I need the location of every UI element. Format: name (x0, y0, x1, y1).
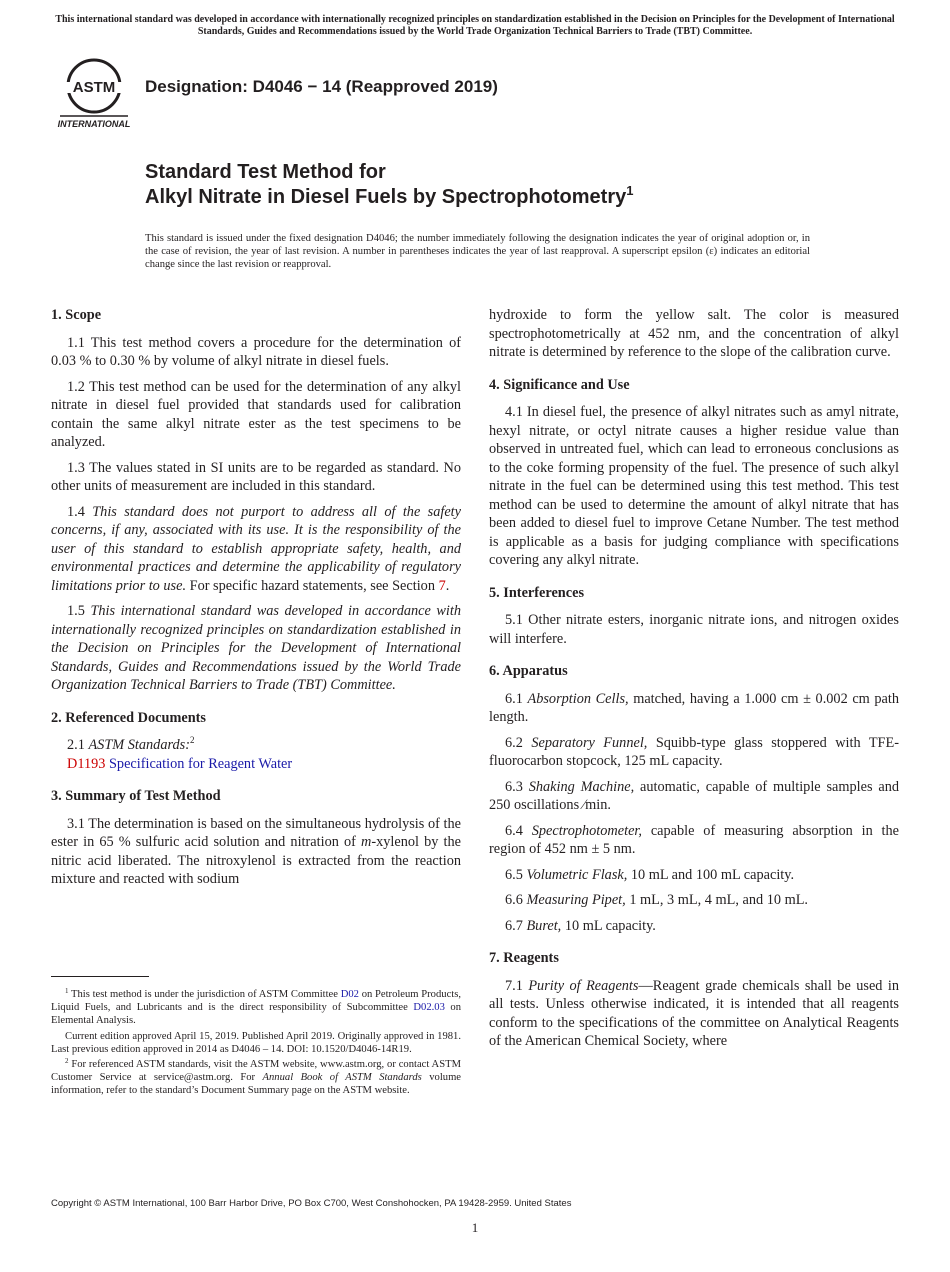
section-heading: 3. Summary of Test Method (51, 788, 221, 804)
committee-link[interactable]: D02 (340, 989, 359, 1000)
list-item (67, 755, 461, 774)
apparatus-item: 6.2 Separatory Funnel, Squibb-type glass stoppered with TFE-fluorocarbon stopcock, 125 mL capacity. (489, 734, 900, 769)
section-significance (489, 376, 899, 570)
section-heading: 6. Apparatus (489, 663, 568, 679)
apparatus-item: 6.4 Spectrophotometer, capable of measuring absorption in the region of 452 nm ± 5 nm. (489, 822, 900, 857)
paragraph: 1.4 This standard does not purport to address all of the safety concerns, if any, associated with its use. It is the responsibility of the user of this standard to establish appropriate safety, health, and environmental practices and determine the applicability of regulatory limitations prior to use. For specific hazard statements, see Section 7. (51, 503, 461, 594)
section-heading: 7. Reagents (489, 950, 559, 966)
apparatus-item: 6.7 Buret, 10 mL capacity. (505, 917, 656, 934)
page-title (145, 160, 633, 210)
paragraph: 4.1 In diesel fuel, the presence of alkyl nitrates such as amyl nitrate, hexyl nitrate, or octyl nitrate causes a higher residue value than observed in untreated fuel, which can lead to erroneous conclusions as to the coke forming propensity of the fuel. The presence of such alkyl nitrate in the fuel can be determined using this test method. This test method can be used to determine the amount of alkyl nitrate that has been added to diesel fuel to improve Cetane Number. The test method is applicable as a basis for judging compliance with specifications covering any alkyl nitrate. (489, 404, 899, 568)
section-referenced-documents (51, 709, 461, 774)
logo-main-text: ASTM (72, 79, 116, 96)
apparatus-item: 6.5 Volumetric Flask, 10 mL and 100 mL capacity. (505, 866, 795, 883)
doc-title-link[interactable]: Specification for Reagent Water (108, 755, 293, 772)
apparatus-item: 6.1 Absorption Cells, matched, having a 1.000 cm ± 0.002 cm path length. (489, 690, 900, 725)
left-column (51, 306, 461, 903)
section-heading: 2. Referenced Documents (51, 709, 206, 726)
section-summary (51, 787, 461, 889)
copyright: Copyright © ASTM International, 100 Barr Harbor Drive, PO Box C700, West Conshohocken, PA 19428-2959. United States (51, 1198, 572, 1209)
apparatus-item: 6.3 Shaking Machine, automatic, capable of multiple samples and 250 oscillations ⁄min. (489, 778, 899, 813)
section-heading: 1. Scope (51, 307, 102, 323)
section-link[interactable]: 7 (438, 577, 446, 594)
paragraph: hydroxide to form the yellow salt. The color is measured spectrophotometrically at 452 nm, and the concentration of alkyl nitrate is determined by reference to the slope of the calibration curve. (489, 307, 899, 360)
section-apparatus (489, 662, 899, 935)
footnotes (51, 988, 461, 1100)
footnote: $^1$ This test method is under the jurisdiction of ASTM Committee D02 on Petroleum Products, Liquid Fuels, and Lubricants and is the direct responsibility of Subcommittee D02.03 on Elemental Analysis. (51, 987, 461, 1027)
tbt-notice: This international standard was developed in accordance with internationally recognized principles on standardization established in the Decision on Principles for the Development of International Standards, Guides and Recommendations issued by the World Trade Organization Technical Barriers to Trade (TBT) Committee. (55, 14, 895, 37)
designation: Designation: D4046 − 14 (Reapproved 2019) (145, 77, 498, 96)
paragraph: 7.1 Purity of Reagents—Reagent grade chemicals shall be used in all tests. Unless otherwise indicated, it is intended that all reagents conform to the specifications of the committee on Analytical Reagents of the American Chemical Society, where (489, 977, 899, 1049)
section-summary-continued (489, 306, 899, 362)
title-line-2: Alkyl Nitrate in Diesel Fuels by Spectrophotometry$^1$ (145, 183, 634, 208)
subcommittee-link[interactable]: D02.03 (413, 1002, 445, 1014)
reference-list (51, 736, 461, 773)
issued-note: This standard is issued under the fixed designation D4046; the number immediately following the designation indicates the year of original adoption or, in the case of revision, the year of last revision. A number in parentheses indicates the year of last reapproval. A superscript epsilon (ε) indicates an editorial change since the last revision or reapproval. (145, 233, 810, 271)
paragraph: 1.5 This international standard was developed in accordance with internationally recognized principles on standardization established in the Decision on Principles for the Development of International Standards, Guides and Recommendations issued by the World Trade Organization Technical Barriers to Trade (TBT) Committee. (51, 603, 462, 693)
section-reagents (489, 949, 899, 1051)
doc-code-link[interactable]: D1193 (67, 755, 106, 772)
logo-sub-text: INTERNATIONAL (57, 119, 131, 129)
footnote-divider (51, 976, 149, 977)
section-scope (51, 306, 461, 695)
paragraph: 1.3 The values stated in SI units are to be regarded as standard. No other units of measurement are included in this standard. (51, 459, 461, 494)
right-column (489, 306, 899, 1065)
footnote: Current edition approved April 15, 2019. Published April 2019. Originally approved in 1981. Last previous edition approved in 2014 as D4046 – 14. DOI: 10.1520/D4046-14R19. (51, 1030, 461, 1055)
paragraph: 3.1 The determination is based on the simultaneous hydrolysis of the ester in 65 % sulfuric acid solution and nitration of m-xylenol by the nitric acid liberated. The nitroxylenol is extracted from the reaction mixture and reacted with sodium (51, 815, 461, 887)
paragraph: 1.2 This test method can be used for the determination of any alkyl nitrate in diesel fuel provided that standards used for calibration contain the same alkyl nitrate ester as the test specimens to be analyzed. (51, 378, 461, 450)
list-item: 2.1 ASTM Standards:$^2$ (67, 735, 195, 753)
footnote: $^2$ For referenced ASTM standards, visit the ASTM website, www.astm.org, or contact ASTM Customer Service at service@astm.org. For Annual Book of ASTM Standards volume information, refer to the standard’s Document Summary page on the ASTM website. (51, 1057, 462, 1097)
paragraph: 5.1 Other nitrate esters, inorganic nitrate ions, and nitrogen oxides will interfere. (489, 612, 899, 647)
section-interferences (489, 584, 899, 649)
section-heading: 4. Significance and Use (489, 376, 630, 393)
astm-logo (54, 56, 134, 132)
apparatus-item: 6.6 Measuring Pipet, 1 mL, 3 mL, 4 mL, and 10 mL. (505, 892, 809, 908)
title-footnote-mark: 1 (626, 183, 634, 198)
title-line-1: Standard Test Method for (145, 161, 386, 183)
page-number: 1 (471, 1220, 479, 1235)
paragraph: 1.1 This test method covers a procedure for the determination of 0.03 % to 0.30 % by volume of alkyl nitrate in diesel fuels. (51, 334, 461, 369)
section-heading: 5. Interferences (489, 584, 585, 601)
